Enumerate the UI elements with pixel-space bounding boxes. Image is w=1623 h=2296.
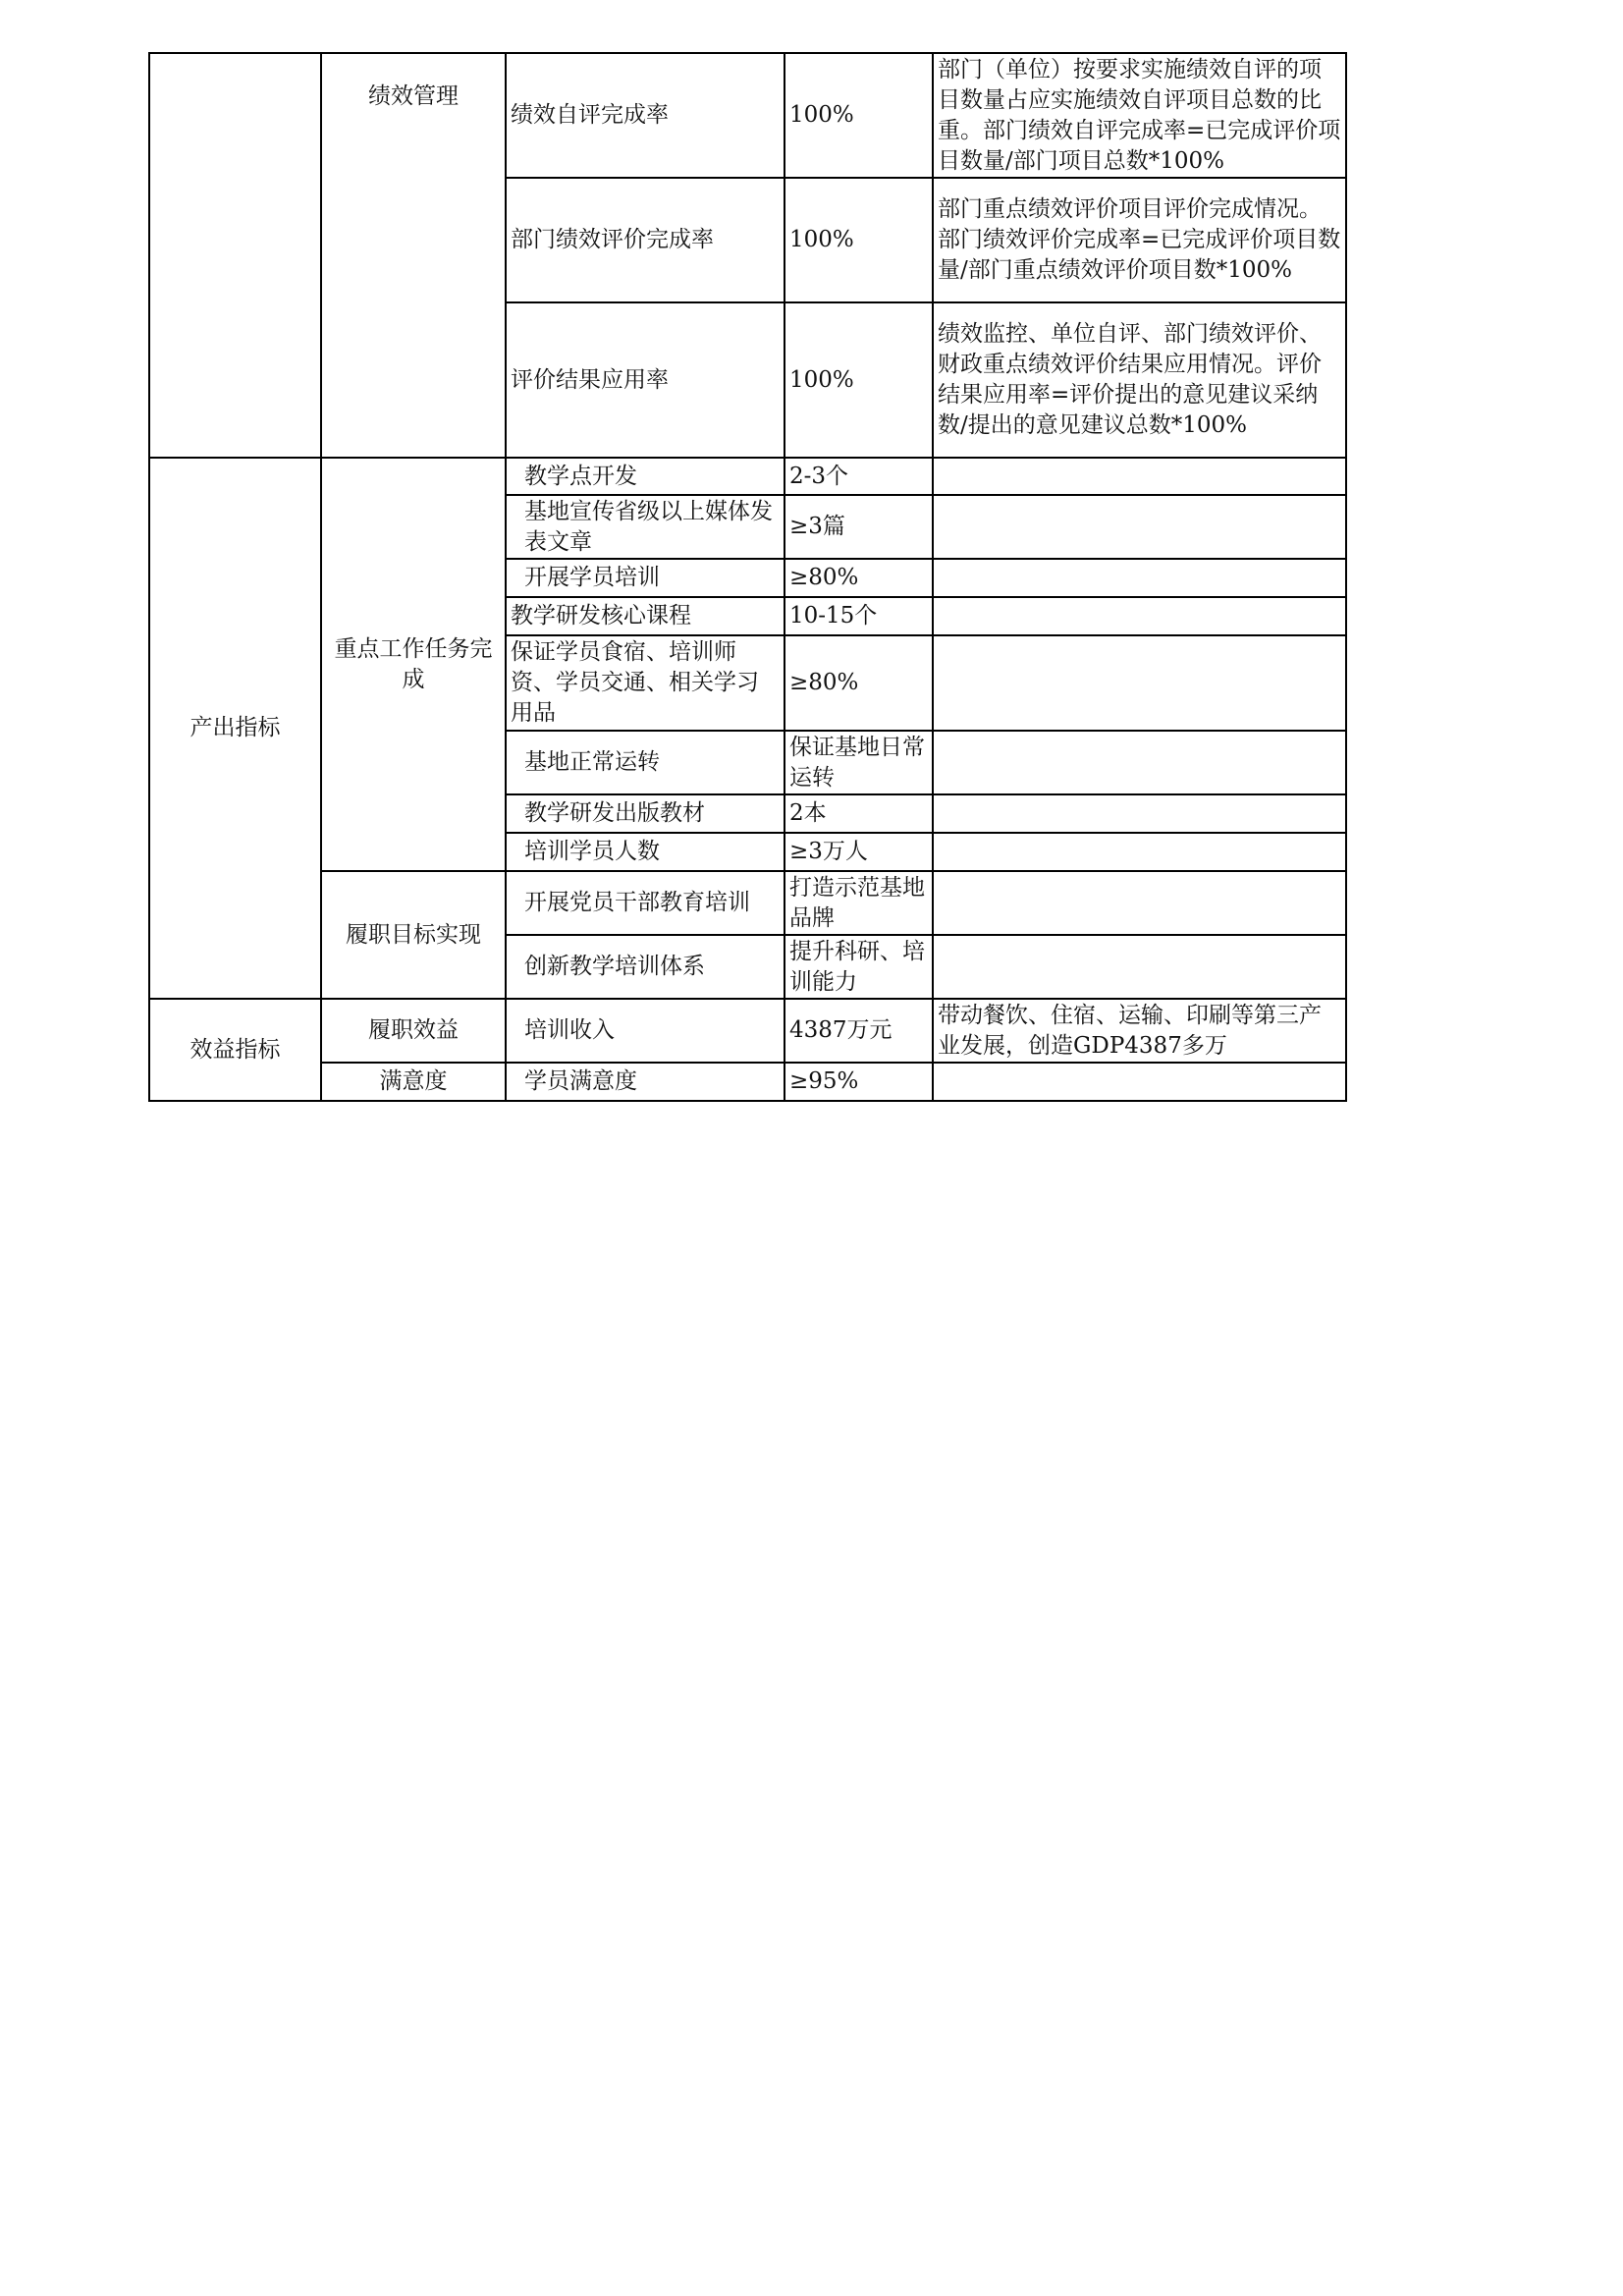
indicator-name-cell: 培训学员人数 (506, 833, 784, 871)
indicator-name-cell: 部门绩效评价完成率 (506, 178, 784, 302)
performance-indicator-table (148, 52, 1347, 1102)
indicator-name-cell: 基地正常运转 (506, 731, 784, 794)
indicator-note-cell: 带动餐饮、住宿、运输、印刷等第三产业发展，创造GDP4387多万 (933, 999, 1346, 1063)
category2-cell: 履职目标实现 (321, 871, 506, 999)
indicator-name-cell: 基地宣传省级以上媒体发表文章 (506, 495, 784, 559)
indicator-value-cell: ≥3篇 (784, 495, 933, 559)
indicator-value-cell: ≥95% (784, 1063, 933, 1101)
indicator-value-cell: ≥80% (784, 635, 933, 731)
indicator-name-cell: 开展学员培训 (506, 559, 784, 597)
table-row (149, 871, 1346, 935)
indicator-value-cell: 保证基地日常运转 (784, 731, 933, 794)
indicator-note-cell (933, 495, 1346, 559)
indicator-name-cell: 保证学员食宿、培训师资、学员交通、相关学习用品 (506, 635, 784, 731)
indicator-note-cell (933, 871, 1346, 935)
indicator-note-cell (933, 635, 1346, 731)
indicator-note-cell (933, 1063, 1346, 1101)
indicator-name-cell: 评价结果应用率 (506, 302, 784, 458)
indicator-name-cell: 培训收入 (506, 999, 784, 1063)
indicator-note-cell (933, 559, 1346, 597)
indicator-note-cell: 部门（单位）按要求实施绩效自评的项目数量占应实施绩效自评项目总数的比重。部门绩效自评完成率=已完成评价项目数量/部门项目总数*100% (933, 53, 1346, 178)
indicator-value-cell: 100% (784, 53, 933, 178)
indicator-value-cell: 100% (784, 178, 933, 302)
indicator-value-cell: ≥3万人 (784, 833, 933, 871)
table-row (149, 458, 1346, 495)
indicator-name-cell: 绩效自评完成率 (506, 53, 784, 178)
indicator-name-cell: 教学研发核心课程 (506, 597, 784, 635)
table-row (149, 1063, 1346, 1101)
indicator-note-cell (933, 597, 1346, 635)
table-row (149, 999, 1346, 1063)
indicator-value-cell: ≥80% (784, 559, 933, 597)
indicator-note-cell (933, 458, 1346, 495)
indicator-note-cell (933, 833, 1346, 871)
category1-cell-empty (149, 53, 321, 458)
category1-cell: 产出指标 (149, 458, 321, 999)
indicator-value-cell: 提升科研、培训能力 (784, 935, 933, 999)
indicator-name-cell: 学员满意度 (506, 1063, 784, 1101)
category1-cell: 效益指标 (149, 999, 321, 1101)
indicator-note-cell (933, 935, 1346, 999)
indicator-name-cell: 创新教学培训体系 (506, 935, 784, 999)
indicator-value-cell: 4387万元 (784, 999, 933, 1063)
indicator-value-cell: 打造示范基地品牌 (784, 871, 933, 935)
indicator-value-cell: 10-15个 (784, 597, 933, 635)
table-row (149, 53, 1346, 178)
indicator-value-cell: 100% (784, 302, 933, 458)
category2-cell: 满意度 (321, 1063, 506, 1101)
indicator-value-cell: 2本 (784, 794, 933, 833)
indicator-name-cell: 教学研发出版教材 (506, 794, 784, 833)
indicator-value-cell: 2-3个 (784, 458, 933, 495)
indicator-note-cell (933, 731, 1346, 794)
indicator-note-cell: 绩效监控、单位自评、部门绩效评价、财政重点绩效评价结果应用情况。评价结果应用率=评价提出的意见建议采纳数/提出的意见建议总数*100% (933, 302, 1346, 458)
category2-cell: 履职效益 (321, 999, 506, 1063)
indicator-name-cell: 教学点开发 (506, 458, 784, 495)
category2-cell: 重点工作任务完成 (321, 458, 506, 871)
category2-cell: 绩效管理 (321, 53, 506, 458)
indicator-name-cell: 开展党员干部教育培训 (506, 871, 784, 935)
indicator-note-cell (933, 794, 1346, 833)
indicator-note-cell: 部门重点绩效评价项目评价完成情况。部门绩效评价完成率=已完成评价项目数量/部门重点绩效评价项目数*100% (933, 178, 1346, 302)
